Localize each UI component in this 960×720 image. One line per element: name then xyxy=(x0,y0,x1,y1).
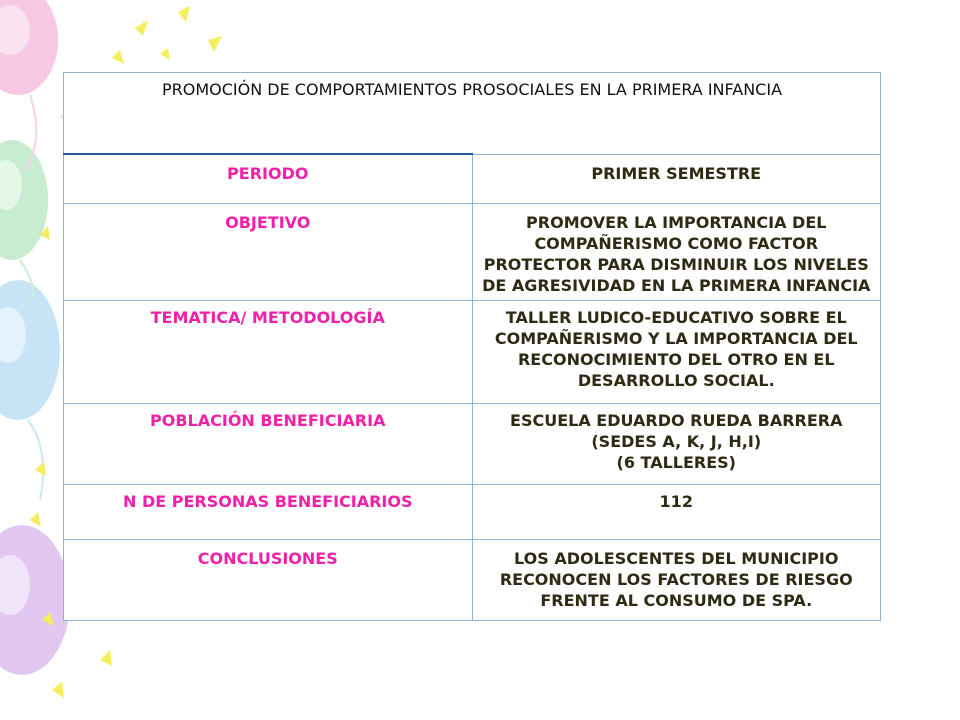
table-row xyxy=(64,540,881,621)
row-label: TEMATICA/ METODOLOGÍA xyxy=(64,301,473,404)
row-value: TALLER LUDICO-EDUCATIVO SOBRE EL COMPAÑERISMO Y LA IMPORTANCIA DEL RECONOCIMIENTO DEL OTRO EN EL DESARROLLO SOCIAL. xyxy=(472,301,881,404)
row-value: 112 xyxy=(472,485,881,540)
table-row xyxy=(64,404,881,485)
table-title-row xyxy=(64,73,881,155)
table-row xyxy=(64,485,881,540)
row-label: CONCLUSIONES xyxy=(64,540,473,621)
row-label: OBJETIVO xyxy=(64,204,473,301)
row-value: LOS ADOLESCENTES DEL MUNICIPIO RECONOCEN LOS FACTORES DE RIESGO FRENTE AL CONSUMO DE SPA. xyxy=(472,540,881,621)
table-row xyxy=(64,301,881,404)
table-row xyxy=(64,154,881,204)
program-summary-table xyxy=(63,72,881,621)
row-value xyxy=(472,404,881,485)
row-label: PERIODO xyxy=(64,154,473,204)
row-value: PRIMER SEMESTRE xyxy=(472,154,881,204)
row-label: N DE PERSONAS BENEFICIARIOS xyxy=(64,485,473,540)
row-value-line-2: (6 TALLERES) xyxy=(616,453,736,472)
table-title: PROMOCIÓN DE COMPORTAMIENTOS PROSOCIALES EN LA PRIMERA INFANCIA xyxy=(64,73,881,155)
row-value-line-1: ESCUELA EDUARDO RUEDA BARRERA (SEDES A, K, J, H,I) xyxy=(510,411,843,451)
confetti-icon xyxy=(135,20,148,36)
row-value: PROMOVER LA IMPORTANCIA DEL COMPAÑERISMO COMO FACTOR PROTECTOR PARA DISMINUIR LOS NIVELES DE AGRESIVIDAD EN LA PRIMERA INFANCIA xyxy=(472,204,881,301)
table-row xyxy=(64,204,881,301)
row-label: POBLACIÓN BENEFICIARIA xyxy=(64,404,473,485)
